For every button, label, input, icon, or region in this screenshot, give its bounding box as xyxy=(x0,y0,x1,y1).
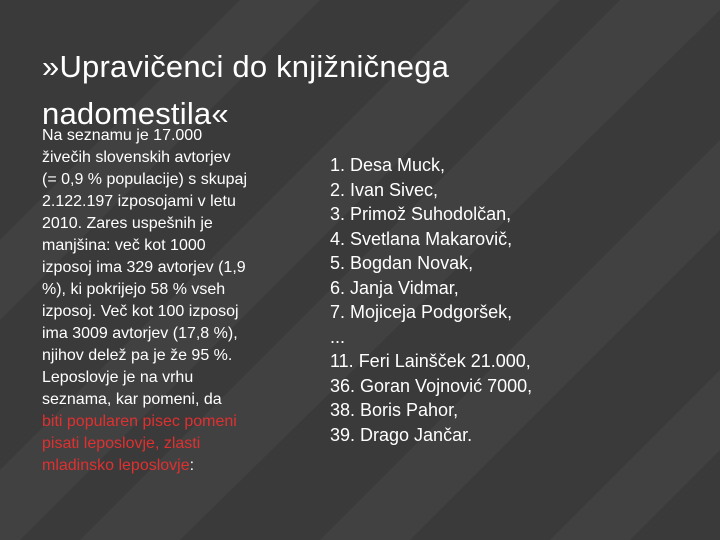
highlighted-line: pisati leposlovje, zlasti xyxy=(42,435,201,452)
author-item: 1. Desa Muck, xyxy=(330,155,446,175)
author-item: 11. Feri Lainšček 21.000, xyxy=(330,351,531,371)
highlighted-line: biti popularen pisec pomeni xyxy=(42,413,237,430)
author-item: 5. Bogdan Novak, xyxy=(330,253,474,273)
paragraph-line: %), ki pokrijejo 58 % vseh xyxy=(42,281,226,298)
author-item: 38. Boris Pahor, xyxy=(330,400,459,420)
trailing-colon: : xyxy=(189,457,195,474)
paragraph-line: ima 3009 avtorjev (17,8 %), xyxy=(42,325,238,342)
paragraph-line: Leposlovje je na vrhu xyxy=(42,369,194,386)
paragraph-line: izposoj ima 329 avtorjev (1,9 xyxy=(42,259,246,276)
author-item: 2. Ivan Sivec, xyxy=(330,179,439,200)
paragraph-line: živečih slovenskih avtorjev xyxy=(42,149,231,166)
paragraph-line: manjšina: več kot 1000 xyxy=(42,237,206,254)
top-authors-list xyxy=(330,153,532,447)
author-item: 6. Janja Vidmar, xyxy=(330,277,459,298)
paragraph-line: seznama, kar pomeni, da xyxy=(42,391,222,408)
highlighted-line: mladinsko leposlovje xyxy=(42,457,190,474)
paragraph-line: Na seznamu je 17.000 xyxy=(42,127,203,144)
author-item: ... xyxy=(330,326,346,347)
author-item: 4. Svetlana Makarovič, xyxy=(330,228,513,249)
author-item: 3. Primož Suhodolčan, xyxy=(330,204,512,224)
author-item: 39. Drago Jančar. xyxy=(330,424,473,445)
paragraph-line: (= 0,9 % populacije) s skupaj xyxy=(42,171,247,188)
slide-title-line-1: »Upravičenci do knjižničnega xyxy=(42,48,450,84)
paragraph-line: 2.122.197 izposojami v letu xyxy=(42,193,236,210)
paragraph-line: njihov delež pa je že 95 %. xyxy=(42,347,233,364)
statistics-paragraph xyxy=(42,125,334,477)
paragraph-line: izposoj. Več kot 100 izposoj xyxy=(42,303,239,320)
slide-title-line-2: nadomestila« xyxy=(42,95,229,131)
author-item: 36. Goran Vojnović 7000, xyxy=(330,375,533,396)
paragraph-line: 2010. Zares uspešnih je xyxy=(42,215,213,232)
author-item: 7. Mojiceja Podgoršek, xyxy=(330,302,513,322)
slide-title xyxy=(42,43,449,137)
